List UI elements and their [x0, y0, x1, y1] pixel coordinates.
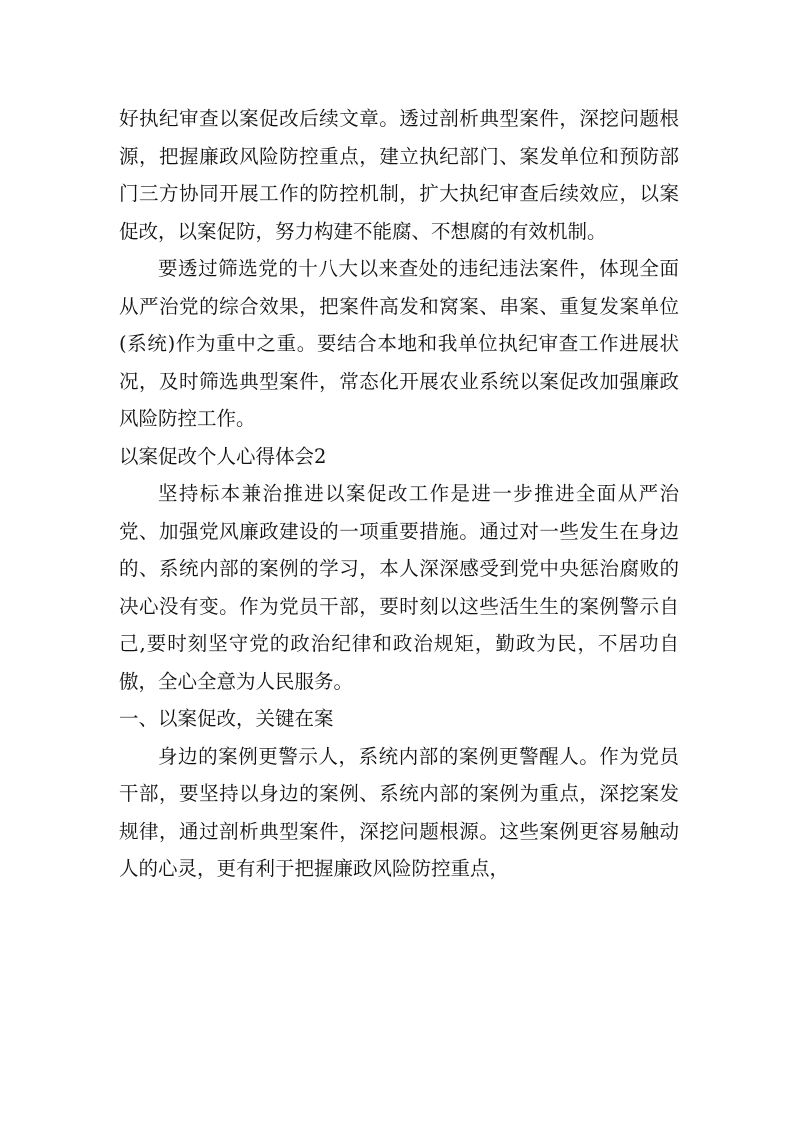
subsection-heading: 一、以案促改，关键在案	[119, 707, 334, 730]
document-body	[119, 100, 679, 888]
paragraph: 身边的案例更警示人，系统内部的案例更警醒人。作为党员干部，要坚持以身边的案例、系统内部的案例为重点，深挖案发规律，通过剖析典型案件，深挖问题根源。这些案例更容易触动人的心灵，更有利于把握廉政风险防控重点，	[119, 744, 679, 880]
paragraph: 坚持标本兼治推进以案促改工作是进一步推进全面从严治党、加强党风廉政建设的一项重要措施。通过对一些发生在身边的、系统内部的案例的学习，本人深深感受到党中央惩治腐败的决心没有变。作为党员干部，要时刻以这些活生生的案例警示自己,要时刻坚守党的政治纪律和政治规矩，勤政为民，不居功自傲，全心全意为人民服务。	[119, 482, 679, 693]
paragraph-continuation: 好执纪审查以案促改后续文章。透过剖析典型案件，深挖问题根源，把握廉政风险防控重点，建立执纪部门、案发单位和预防部门三方协同开展工作的防控机制，扩大执纪审查后续效应，以案促改，以案促防，努力构建不能腐、不想腐的有效机制。	[119, 107, 679, 243]
section-title: 以案促改个人心得体会2	[119, 444, 327, 468]
paragraph: 要透过筛选党的十八大以来查处的违纪违法案件，体现全面从严治党的综合效果，把案件高发和窝案、串案、重复发案单位(系统)作为重中之重。要结合本地和我单位执纪审查工作进展状况，及时筛选典型案件，常态化开展农业系统以案促改加强廉政风险防控工作。	[119, 257, 679, 430]
